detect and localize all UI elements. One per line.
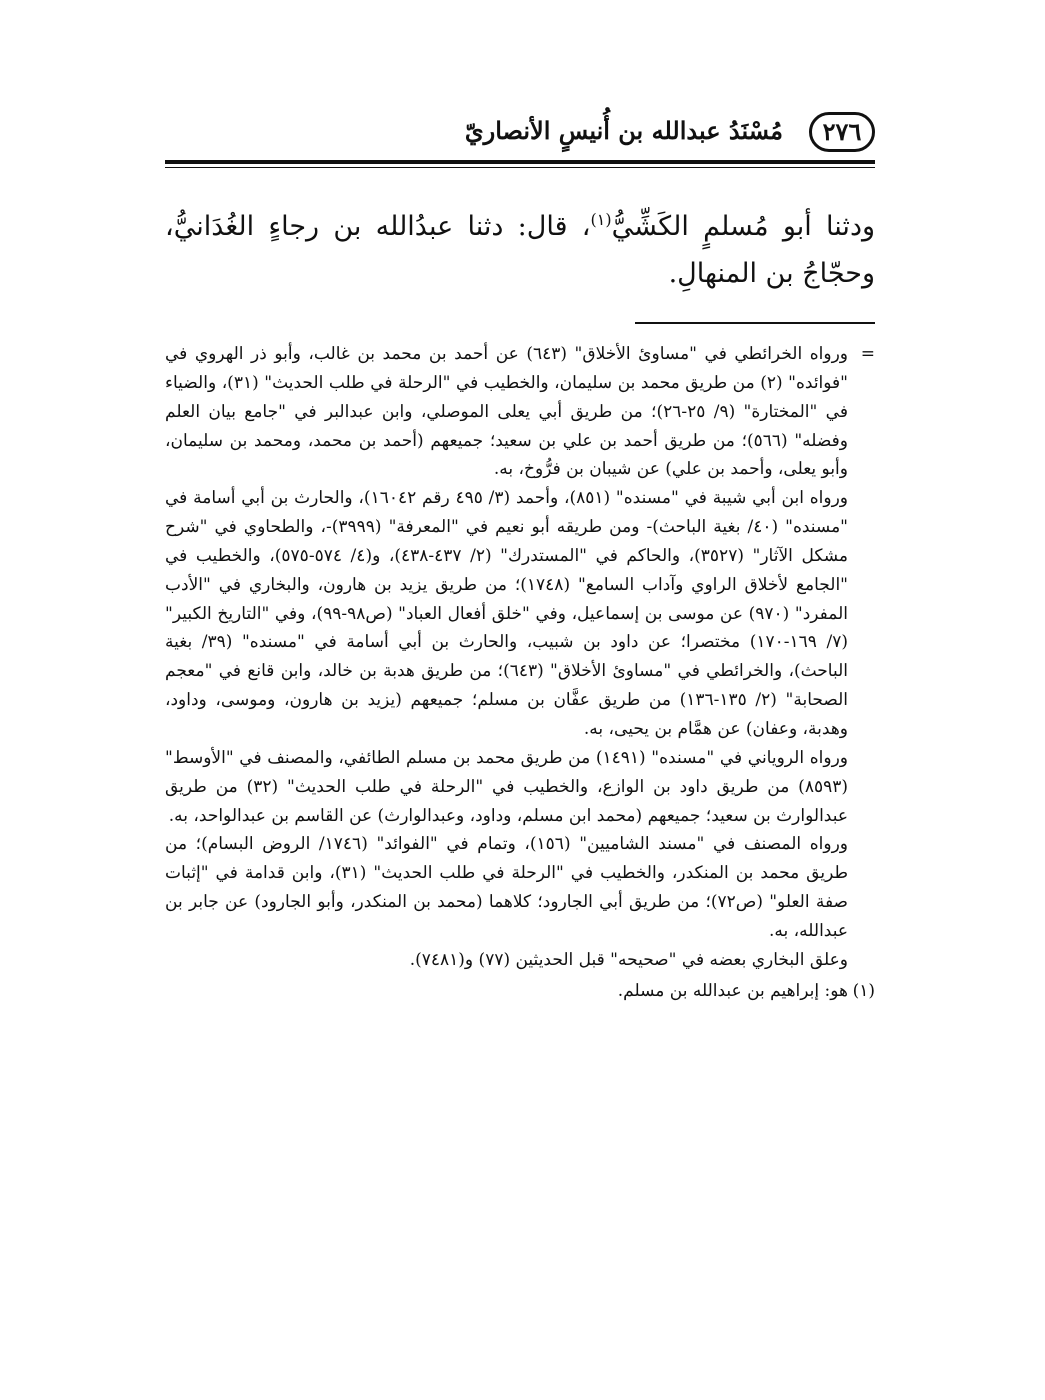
header-rule-thick	[165, 160, 875, 164]
main-text	[165, 196, 875, 297]
page-number: ٢٧٦	[809, 112, 875, 152]
footnote-continuation-paragraph	[165, 484, 875, 744]
footnotes	[165, 340, 875, 1005]
footnote-paragraph-text: ورواه الخرائطي في "مساوئ الأخلاق" (٦٤٣) عن أحمد بن محمد بن غالب، وأبو ذر الهروي في "فوائده" (٢) من طريق محمد بن سليمان، والخطيب في "الرحلة في طلب الحديث" (٣١)، والضياء في "المختارة" (٩/ ٢٥-٢٦)؛ من طريق أبي يعلى الموصلي، وابن عبدالبر في "جامع بيان العلم وفضله" (٥٦٦)؛ من طريق أحمد بن علي بن سعيد؛ جميعهم (أحمد بن محمد، ومحمد بن سليمان، وأبو يعلى، وأحمد بن علي) عن شيبان بن فرُّوخ، به.	[165, 344, 849, 480]
footnote-separator	[635, 322, 875, 324]
footnote-continuation-paragraph	[165, 946, 875, 975]
footnote-continuation-paragraph	[165, 830, 875, 945]
footnote-continuation-paragraph	[165, 744, 875, 831]
footnote-paragraph-text: ورواه الروياني في "مسنده" (١٤٩١) من طريق محمد بن مسلم الطائفي، والمصنف في "الأوسط" (٨٥٩٣) من طريق داود بن الوازع، والخطيب في "الرحلة في طلب الحديث" (٣٢) من طريق عبدالوارث بن سعيد؛ جميعهم (محمد ابن مسلم، وداود، وعبدالوارث) عن القاسم بن عبدالواحد، به.	[165, 747, 848, 826]
page-header	[160, 110, 875, 158]
footnote-paragraph-text: ورواه المصنف في "مسند الشاميين" (١٥٦)، وتمام في "الفوائد" (١٧٤٦/ الروض البسام)؛ من طريق محمد بن المنكدر، والخطيب في "الرحلة في طلب الحديث" (٣١)، وابن قدامة في "إثبات صفة العلو" (ص٧٢)؛ من طريق أبي الجارود؛ كلاهما (محمد بن المنكدر، وأبو الجارود) عن جابر بن عبدالله، به.	[165, 834, 849, 941]
main-text-part-1: ودثنا أبو مُسلمٍ الكَشِّيُّ	[611, 211, 875, 242]
footnote-paragraph-text: وعلق البخاري بعضه في "صحيحه" قبل الحديثين (٧٧) و(٧٤٨١).	[409, 949, 848, 970]
header-rule-thin	[165, 167, 875, 168]
footnote-1-text: هو: إبراهيم بن عبدالله بن مسلم.	[617, 980, 848, 1001]
running-title: مُسْنَدُ عبدالله بن أُنيسٍ الأنصاريّ	[464, 116, 783, 145]
footnote-1-marker: (١)	[852, 980, 875, 1001]
main-text-part-2: ، قال: دثنا عبدُالله بن رجاءٍ الغُدَانيُّ، وحجّاجُ بن المنهالِ.	[165, 211, 875, 289]
footnote-1	[165, 977, 875, 1006]
footnote-continuation-paragraph	[165, 340, 875, 484]
footnote-paragraph-text: ورواه ابن أبي شيبة في "مسنده" (٨٥١)، وأحمد (٣/ ٤٩٥ رقم ١٦٠٤٢)، والحارث بن أبي أسامة في "مسنده" (٤٠/ بغية الباحث)- ومن طريقه أبو نعيم في "المعرفة" (٣٩٩٩)-، والطحاوي في "شرح مشكل الآثار" (٣٥٢٧)، والحاكم في "المستدرك" (٢/ ٤٣٧-٤٣٨)، و(٤/ ٥٧٤-٥٧٥)، والخطيب في "الجامع لأخلاق الراوي وآداب السامع" (١٧٤٨)؛ من طريق يزيد بن هارون، والبخاري في "الأدب المفرد" (٩٧٠) عن موسى بن إسماعيل، وفي "خلق أفعال العباد" (ص٩٨-٩٩)، وفي "التاريخ الكبير" (٧/ ١٦٩-١٧٠) مختصرا؛ عن داود بن شبيب، والحارث بن أبي أسامة في "مسنده" (٣٩/ بغية الباحث)، والخرائطي في "مساوئ الأخلاق" (٦٤٣)؛ من طريق هدبة بن خالد، وابن قانع في "معجم الصحابة" (٢/ ١٣٥-١٣٦) من طريق عفَّان بن مسلم؛ جميعهم (يزيد بن هارون، وموسى، وداود، وهدبة، وعفان) عن همَّام بن يحيى، به.	[165, 488, 849, 739]
footnote-reference: (١)	[590, 210, 612, 229]
continuation-marker: =	[860, 344, 875, 364]
